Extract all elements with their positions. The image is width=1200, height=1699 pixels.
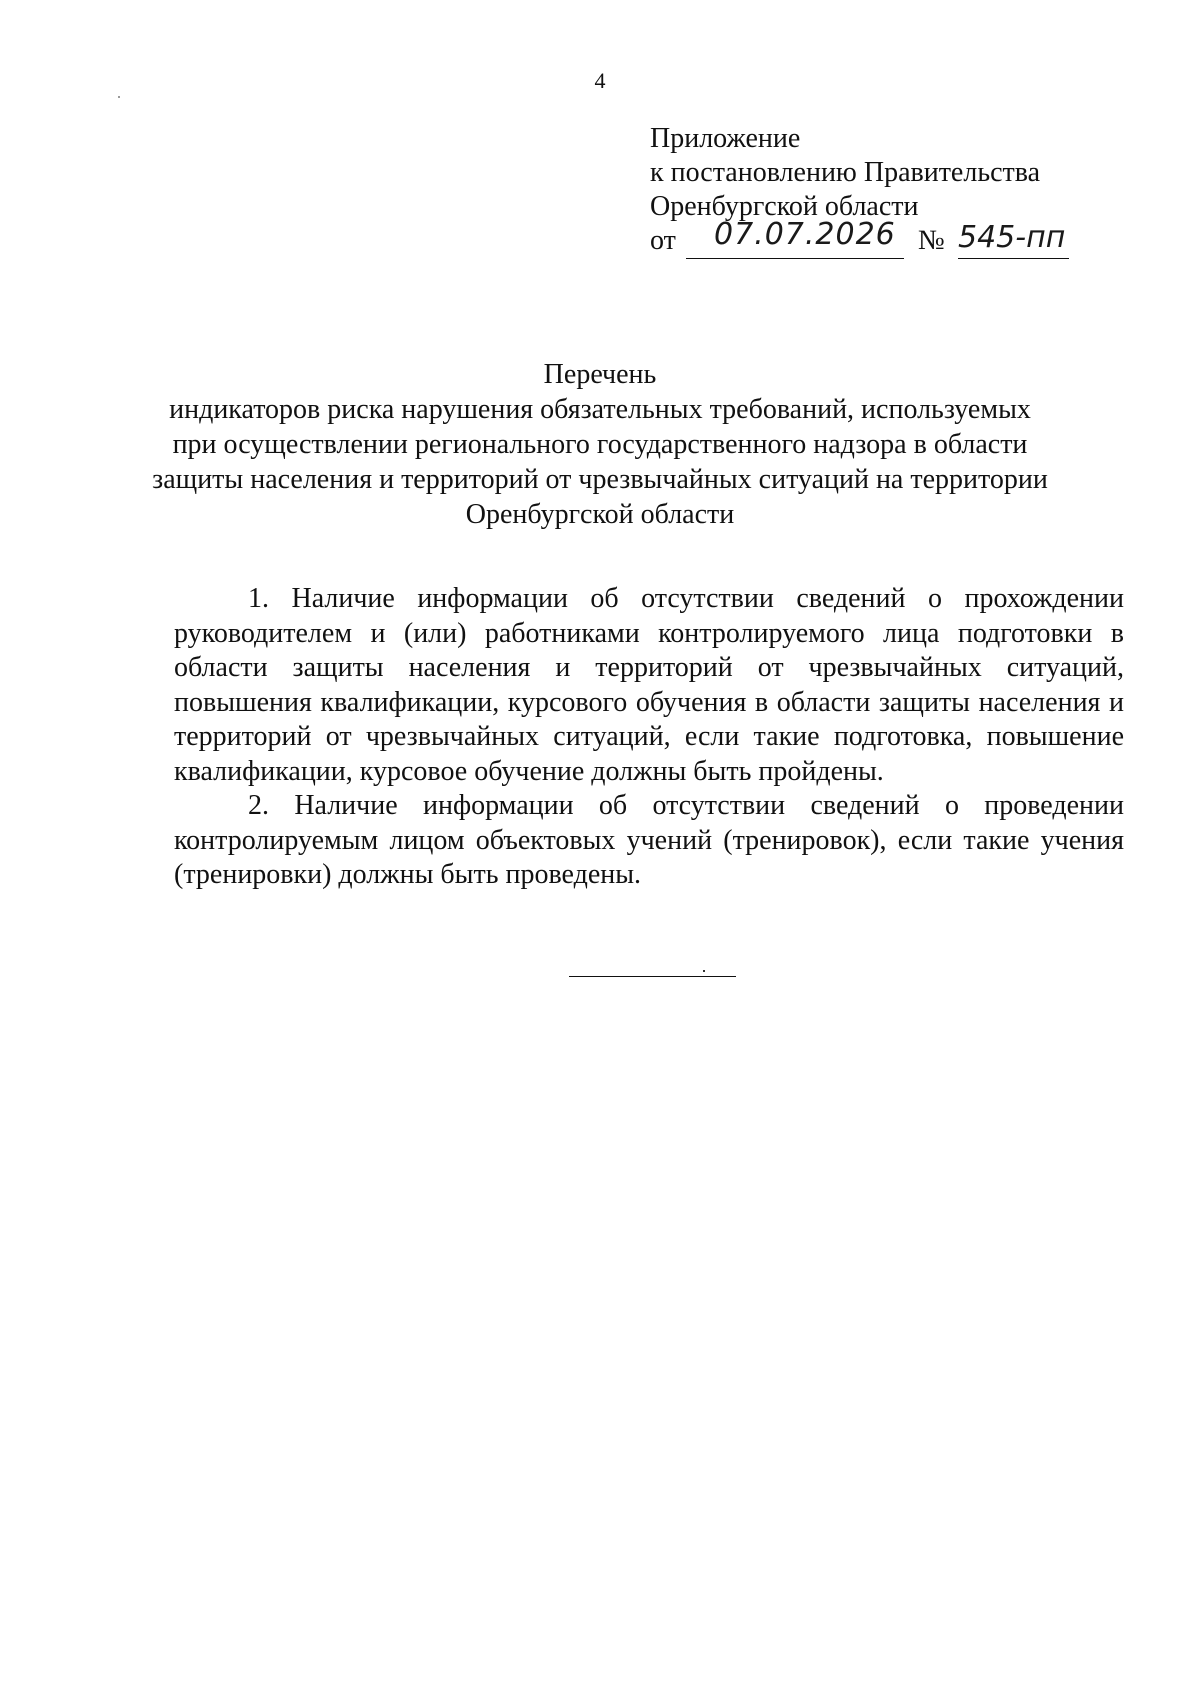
scan-speck	[118, 96, 120, 98]
title-line-4: защиты населения и территорий от чрезвычайных ситуаций на территории	[152, 464, 1048, 495]
page-number: 4	[594, 68, 606, 93]
handwritten-date: 07.07.2026	[714, 217, 896, 252]
title-line-1: Перечень	[543, 359, 657, 390]
document-body	[174, 582, 1124, 893]
appendix-block	[650, 122, 1066, 264]
title-line-2: индикаторов риска нарушения обязательных требований, используемых	[169, 394, 1031, 425]
title-line-5: Оренбургской области	[465, 499, 735, 530]
list-item-1: 1. Наличие информации об отсутствии сведений о прохождении руководителем и (или) работниками контролируемого лица подготовки в области защиты населения и территорий от чрезвычайных ситуаций, повышения квалификации, курсового обучения в области защиты населения и территорий от чрезвычайных ситуаций, если такие подготовка, повышение квалификации, курсовое обучение должны быть пройдены.	[174, 583, 1124, 787]
handwritten-number: 545-пп	[958, 218, 1069, 259]
number-label: №	[918, 225, 945, 256]
date-label: от	[650, 225, 676, 256]
title-line-3: при осуществлении регионального государственного надзора в области	[172, 429, 1028, 460]
list-item-2: 2. Наличие информации об отсутствии сведений о проведении контролируемым лицом объектовых учений (тренировок), если такие учения (тренировки) должны быть проведены.	[174, 790, 1124, 890]
appendix-line-1: Приложение	[650, 123, 801, 154]
end-divider-line	[569, 976, 736, 977]
end-divider-dot	[703, 970, 705, 972]
document-title	[150, 357, 1050, 532]
appendix-line-2: к постановлению Правительства	[650, 157, 1041, 188]
appendix-line-3: Оренбургской области	[650, 191, 919, 222]
date-number-row	[650, 217, 1066, 264]
